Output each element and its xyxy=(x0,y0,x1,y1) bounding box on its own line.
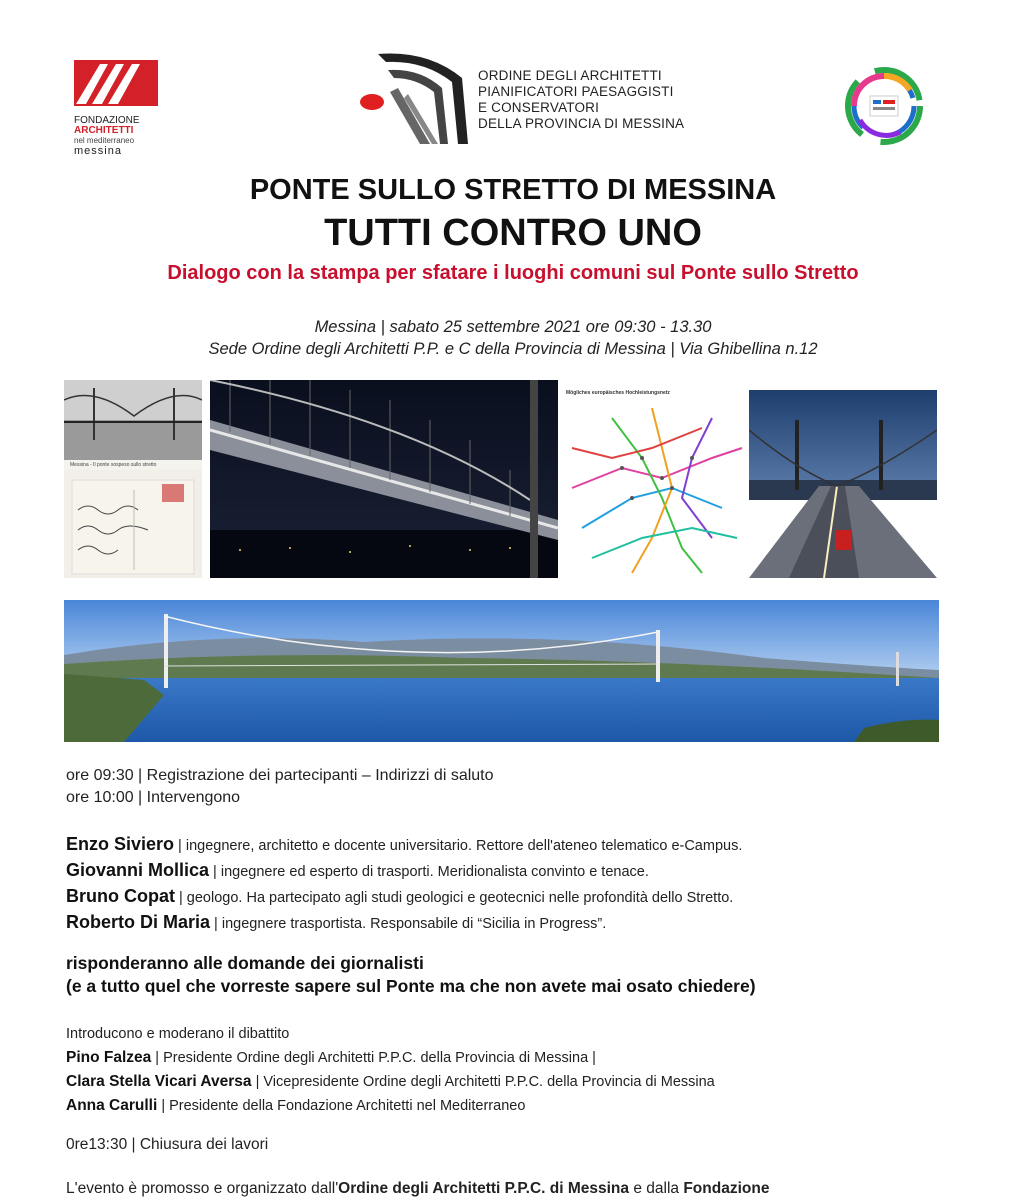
program-item-registration: ore 09:30 | Registrazione dei partecipanti – Indirizzi di saluto xyxy=(66,767,494,784)
speakers-list xyxy=(66,832,742,936)
event-logo xyxy=(840,60,930,148)
footer-part2: e dalla xyxy=(629,1180,684,1197)
speaker-item xyxy=(66,884,742,910)
speaker-desc: | geologo. Ha partecipato agli studi geologici e geotecnici nelle profondità dello Stretto. xyxy=(174,890,734,906)
footer-bold2: Fondazione xyxy=(683,1180,770,1197)
answer-line1: risponderanno alle domande dei giornalisti xyxy=(66,953,424,973)
postcard-photo xyxy=(64,380,202,578)
fondazione-line1: FONDAZIONE xyxy=(74,115,140,126)
venue-line: Sede Ordine degli Architetti P.P. e C della Provincia di Messina | Via Ghibellina n.12 xyxy=(208,340,818,358)
speaker-item xyxy=(66,910,742,936)
event-info xyxy=(0,316,1026,360)
speaker-desc: | ingegnere trasportista. Responsabile di “Sicilia in Progress”. xyxy=(210,916,607,932)
moderator-desc: | Vicepresidente Ordine degli Architetti P.P.C. della Provincia di Messina xyxy=(251,1074,715,1090)
strait-panorama-photo xyxy=(64,600,939,742)
moderator-name: Clara Stella Vicari Aversa xyxy=(66,1073,252,1090)
title-line1: PONTE SULLO STRETTO DI MESSINA xyxy=(249,174,777,206)
program xyxy=(66,765,494,809)
moderator-name: Pino Falzea xyxy=(66,1049,152,1066)
moderators-block xyxy=(66,1022,715,1118)
moderators-intro: Introducono e moderano il dibattito xyxy=(66,1026,290,1042)
footer-bold1: Ordine degli Architetti P.P.C. di Messina xyxy=(338,1180,630,1197)
footer-part1: L'evento è promosso e organizzato dall' xyxy=(66,1180,339,1197)
footer-text xyxy=(66,1180,940,1198)
speaker-item xyxy=(66,858,742,884)
bridge-deck-photo xyxy=(749,390,937,578)
moderator-item xyxy=(66,1070,715,1094)
speaker-name: Roberto Di Maria xyxy=(66,912,211,932)
speaker-desc: | ingegnere ed esperto di trasporti. Meridionalista convinto e tenace. xyxy=(209,864,649,880)
title-line2: TUTTI CONTRO UNO xyxy=(324,212,702,254)
program-item-speakers: ore 10:00 | Intervengono xyxy=(66,789,241,806)
moderator-desc: | Presidente della Fondazione Architetti nel Mediterraneo xyxy=(157,1098,526,1114)
circular-colored-logo-icon xyxy=(840,60,930,148)
ordine-text xyxy=(478,68,684,132)
map-title: Mögliches europäisches Hochleistungsnetz xyxy=(566,390,670,396)
speaker-name: Enzo Siviero xyxy=(66,834,175,854)
speaker-item xyxy=(66,832,742,858)
moderator-name: Anna Carulli xyxy=(66,1097,158,1114)
ordine-line3: E CONSERVATORI xyxy=(478,100,600,115)
speaker-name: Bruno Copat xyxy=(66,886,175,906)
ordine-line2: PIANIFICATORI PAESAGGISTI xyxy=(478,84,674,99)
speaker-desc: | ingegnere, architetto e docente universitario. Rettore dell'ateneo telematico e-Campus. xyxy=(174,838,743,854)
fondazione-mark-icon xyxy=(74,60,162,108)
rail-map-photo xyxy=(562,388,748,578)
subtitle: Dialogo con la stampa per sfatare i luoghi comuni sul Ponte sullo Stretto xyxy=(167,262,859,284)
date-line: Messina | sabato 25 settembre 2021 ore 09:30 - 13.30 xyxy=(314,318,712,336)
fondazione-logo xyxy=(74,60,162,157)
speaker-name: Giovanni Mollica xyxy=(66,860,210,880)
answer-block xyxy=(66,952,756,998)
moderator-item xyxy=(66,1046,715,1070)
answer-line2: (e a tutto quel che vorreste sapere sul Ponte ma che non avete mai osato chiedere) xyxy=(66,976,756,996)
fondazione-line2: ARCHITETTI xyxy=(74,125,134,136)
ordine-line4: DELLA PROVINCIA DI MESSINA xyxy=(478,116,685,131)
ordine-line1: ORDINE DEGLI ARCHITETTI xyxy=(478,68,662,83)
bridge-night-photo xyxy=(210,380,558,578)
moderator-item xyxy=(66,1094,715,1118)
fondazione-line3: nel mediterraneo xyxy=(74,136,135,145)
closing-line: 0re13:30 | Chiusura dei lavori xyxy=(66,1136,269,1153)
postcard-caption: Messina - Il ponte sospeso sullo stretto xyxy=(70,462,157,468)
ordine-mark-icon xyxy=(358,48,476,146)
fondazione-line4: messina xyxy=(74,145,122,157)
ordine-logo xyxy=(358,48,698,146)
moderator-desc: | Presidente Ordine degli Architetti P.P.C. della Provincia di Messina | xyxy=(151,1050,596,1066)
